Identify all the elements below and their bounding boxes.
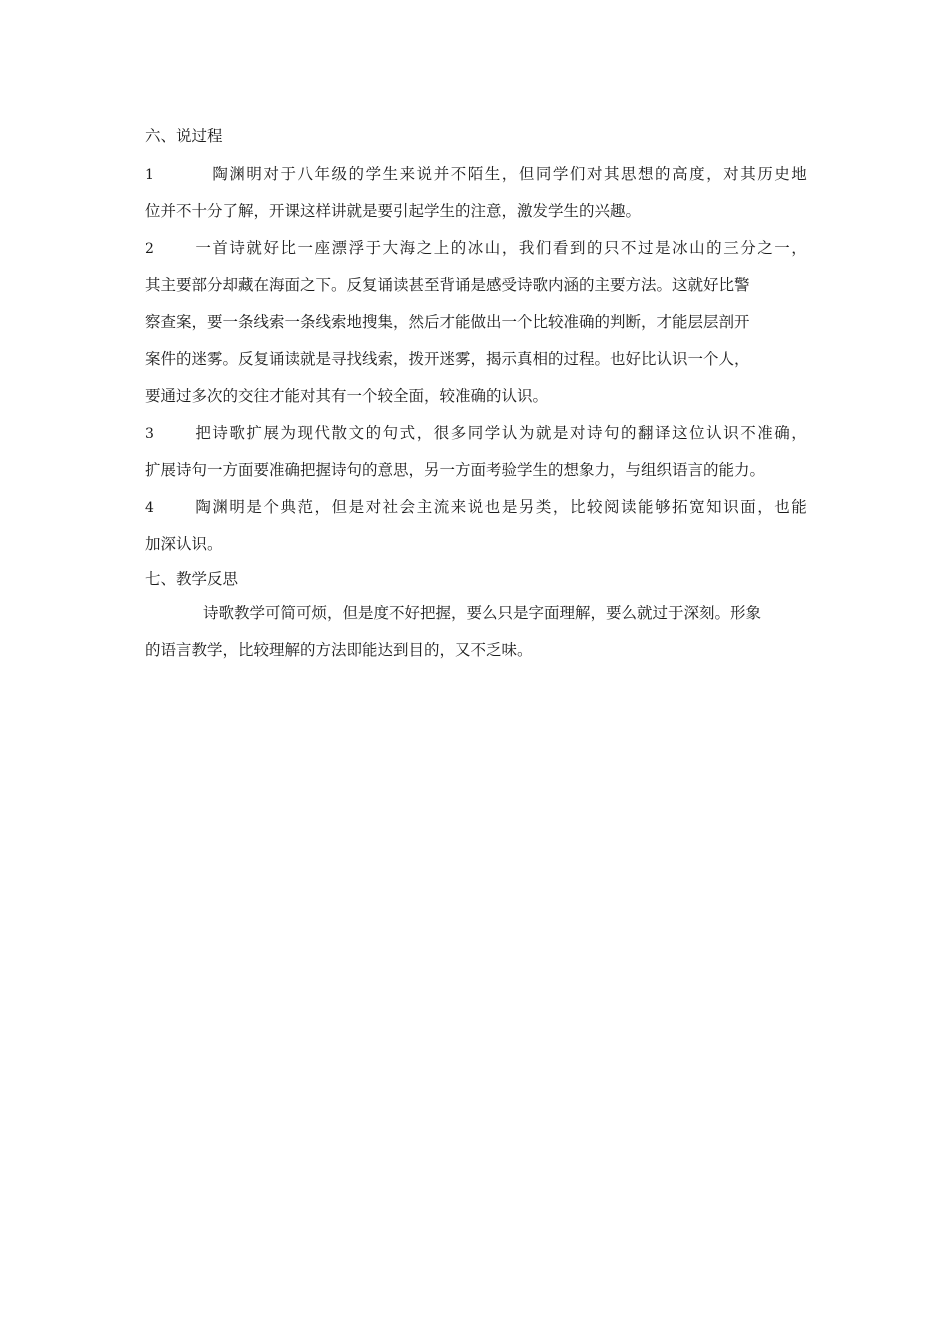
document-page	[145, 120, 807, 669]
item-number: 3	[145, 426, 154, 442]
item-4-line-2: 加深认识。	[145, 535, 223, 553]
item-2-line-1	[145, 230, 807, 267]
section-heading-reflection: 七、教学反思	[145, 570, 239, 588]
reflection-line-1: 诗歌教学可简可烦，但是度不好把握，要么只是字面理解，要么就过于深刻。形象	[203, 604, 762, 622]
item-1-line-1	[145, 156, 807, 193]
item-2-line-4: 案件的迷雾。反复诵读就是寻找线索，拨开迷雾，揭示真相的过程。也好比认识一个人，	[145, 350, 750, 368]
item-2-line-3: 察查案，要一条线索一条线索地搜集，然后才能做出一个比较准确的判断，才能层层剖开	[145, 313, 750, 331]
item-number: 1	[145, 167, 154, 183]
item-number: 2	[145, 241, 154, 257]
item-number: 4	[145, 500, 154, 516]
item-text: 一首诗就好比一座漂浮于大海之上的冰山，我们看到的只不过是冰山的三分之一，	[194, 239, 807, 257]
item-text: 陶渊明是个典范，但是对社会主流来说也是另类，比较阅读能够拓宽知识面，也能	[194, 498, 807, 516]
item-2-line-5: 要通过多次的交往才能对其有一个较全面，较准确的认识。	[145, 387, 549, 405]
item-text: 陶渊明对于八年级的学生来说并不陌生，但同学们对其思想的高度，对其历史地	[211, 165, 807, 183]
reflection-line-2: 的语言教学，比较理解的方法即能达到目的，又不乏味。	[145, 641, 533, 659]
item-3-line-1	[145, 415, 807, 452]
item-2-line-2: 其主要部分却藏在海面之下。反复诵读甚至背诵是感受诗歌内涵的主要方法。这就好比警	[145, 276, 750, 294]
item-text: 把诗歌扩展为现代散文的句式，很多同学认为就是对诗句的翻译这位认识不准确，	[194, 424, 807, 442]
section-heading-process: 六、说过程	[145, 127, 223, 145]
item-3-line-2: 扩展诗句一方面要准确把握诗句的意思，另一方面考验学生的想象力，与组织语言的能力。	[145, 461, 766, 479]
item-1-line-2: 位并不十分了解，开课这样讲就是要引起学生的注意，激发学生的兴趣。	[145, 202, 642, 220]
item-4-line-1	[145, 489, 807, 526]
